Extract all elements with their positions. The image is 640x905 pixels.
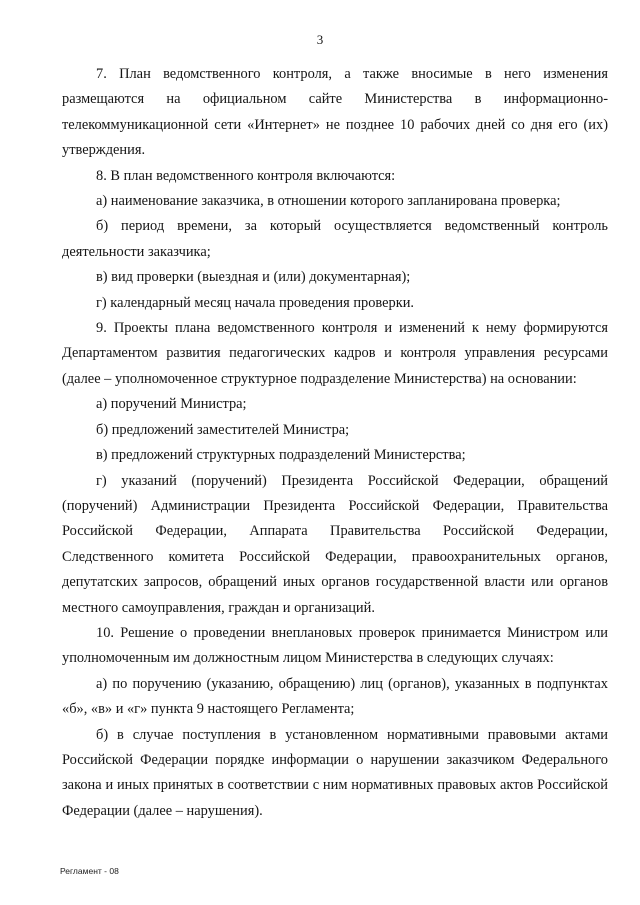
document-body — [62, 62, 608, 824]
list-item-10b: б) в случае поступления в установленном нормативными правовыми актами Российской Федерации порядке информации о нарушении заказчиком Федерального закона и иных принятых в соответствии с ним нормативных правовых актов Российской Федерации (далее – нарушения). — [62, 726, 608, 819]
list-item-8a: а) наименование заказчика, в отношении которого запланирована проверка; — [96, 193, 561, 210]
list-item-9b: б) предложений заместителей Министра; — [96, 421, 350, 438]
paragraph-10: 10. Решение о проведении внеплановых проверок принимается Министром или уполномоченным им должностным лицом Министерства в следующих случаях: — [62, 624, 608, 667]
list-item-8b: б) период времени, за который осуществляется ведомственный контроль деятельности заказчика; — [62, 218, 608, 260]
paragraph-9: 9. Проекты плана ведомственного контроля и изменений к нему формируются Департаментом развития педагогических кадров и контроля управления ресурсами (далее – уполномоченное структурное подразделение Министерства) на основании: — [62, 320, 608, 387]
paragraph-7: 7. План ведомственного контроля, а также вносимые в него изменения размещаются на официальном сайте Министерства в информационно-телекоммуникационной сети «Интернет» не позднее 10 рабочих дней со дня его (их) утверждения. — [62, 66, 608, 159]
footer-document-code: Регламент - 08 — [60, 866, 119, 876]
list-item-9v: в) предложений структурных подразделений Министерства; — [96, 447, 466, 464]
list-item-9a: а) поручений Министра; — [96, 396, 247, 413]
list-item-8g: г) календарный месяц начала проведения проверки. — [96, 294, 415, 311]
page-number: 3 — [316, 32, 324, 47]
list-item-10a: а) по поручению (указанию, обращению) лиц (органов), указанных в подпунктах «б», «в» и «г» пункта 9 настоящего Регламента; — [62, 675, 608, 718]
paragraph-8: 8. В план ведомственного контроля включаются: — [96, 167, 396, 184]
list-item-8v: в) вид проверки (выездная и (или) документарная); — [96, 269, 411, 286]
list-item-9g: г) указаний (поручений) Президента Российской Федерации, обращений (поручений) Администрации Президента Российской Федерации, Правительства Российской Федерации, Аппарата Правительства Российской Федерации, Следственного комитета Российской Федерации, правоохранительных органов, депутатских запросов, обращений иных органов государственной власти или органов местного самоуправления, граждан и организаций. — [62, 472, 608, 616]
